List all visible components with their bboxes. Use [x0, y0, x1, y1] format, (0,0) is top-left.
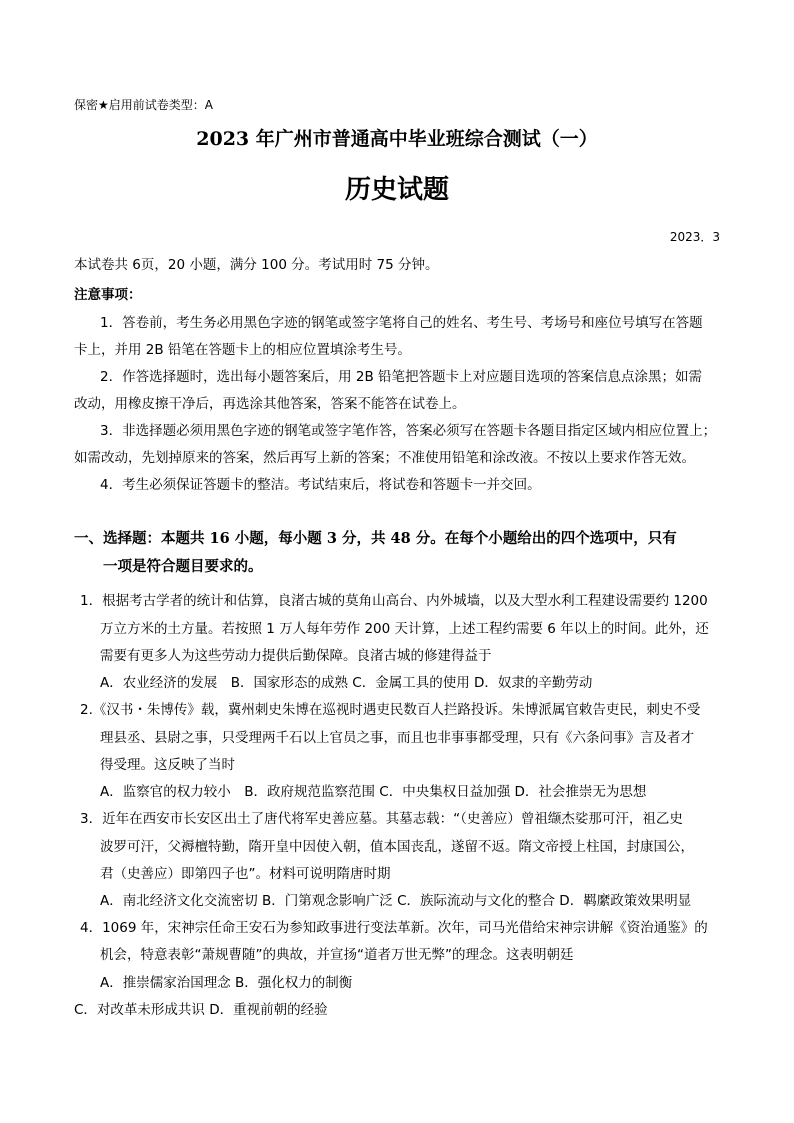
- question-4-options: A．推崇儒家治国理念 B．强化权力的制衡: [100, 975, 353, 991]
- question-2-options: A．监察官的权力较小 B．政府规范监察范围 C．中央集权日益加强 D．社会推崇无为思想: [100, 784, 647, 800]
- section-heading: 一项是符合题目要求的。: [103, 558, 263, 575]
- question-4-text: 机会，特意表彰“萧规曹随”的典故，并宣扬“道者万世无弊”的理念。这表明朝廷: [100, 947, 574, 963]
- question-2-text: 理县丞、县尉之事，只受理两千石以上官员之事，而且也非事事都受理，只有《六条问事》言及者才: [100, 730, 694, 746]
- question-3-text: 波罗可汗，父褥檀特勤，隋开皇中因使入朝，值本国丧乱，遂留不返。隋文帝授上柱国，封康国公，: [100, 839, 694, 855]
- notice-line: 改动，用橡皮擦干净后，再选涂其他答案，答案不能答在试卷上。: [74, 396, 466, 412]
- question-1-text: 1．根据考古学者的统计和估算，良渚古城的莫角山高台、内外城墙，以及大型水利工程建设需要约 1200: [80, 593, 708, 609]
- question-1-text: 万立方米的土方量。若按照 1 万人每年劳作 200 天计算，上述工程约需要 6 年以上的时间。此外，还: [100, 621, 709, 637]
- exam-title: 2023 年广州市普通高中毕业班综合测试（一）: [196, 128, 598, 150]
- intro-text: 本试卷共 6页，20 小题，满分 100 分。考试用时 75 分钟。: [74, 257, 439, 273]
- notice-line: 卡上，并用 2B 铅笔在答题卡上的相应位置填涂考生号。: [74, 342, 411, 358]
- notice-line: 3．非选择题必须用黑色字迹的钢笔或签字笔作答，答案必须写在答题卡各题目指定区域内相应位置上；: [100, 423, 717, 439]
- exam-date: 2023．3: [669, 230, 720, 244]
- question-1-options: A．农业经济的发展 B．国家形态的成熟 C．金属工具的使用 D．奴隶的辛勤劳动: [100, 675, 593, 691]
- question-3-text: 君（史善应）即第四子也”。材料可说明隋唐时期: [100, 866, 391, 882]
- notice-line: 2．作答选择题时，选出每小题答案后，用 2B 铅笔把答题卡上对应题目选项的答案信息点涂黑；如需: [100, 369, 703, 385]
- section-heading: 一、选择题：本题共 16 小题，每小题 3 分，共 48 分。在每个小题给出的四个选项中，只有: [74, 530, 677, 547]
- question-2-text: 2.《汉书・朱博传》载，冀州刺史朱博在巡视时遇吏民数百人拦路投诉。朱博派属官敕告吏民，刺史不受: [80, 702, 701, 718]
- question-4-text: 4．1069 年，宋神宗任命王安石为参知政事进行变法革新。次年，司马光借给宋神宗讲解《资治通鉴》的: [80, 920, 708, 936]
- notice-line: 1．答卷前，考生务必用黑色字迹的钢笔或签字笔将自己的姓名、考生号、考场号和座位号填写在答题: [100, 315, 703, 331]
- question-3-text: 3．近年在西安市长安区出土了唐代将军史善应墓。其墓志载：“（史善应）曾祖缬杰娑那可汗，祖乙史: [80, 811, 683, 827]
- question-3-options: A．南北经济文化交流密切 B．门第观念影响广泛 C．族际流动与文化的整合 D．羁縻政策效果明显: [100, 893, 692, 909]
- notice-line: 4．考生必须保证答题卡的整洁。考试结束后，将试卷和答题卡一并交回。: [100, 477, 541, 493]
- subject-title: 历史试题: [344, 175, 449, 205]
- question-2-text: 得受理。这反映了当时: [100, 757, 235, 773]
- question-4-options: C．对改革未形成共识 D．重视前朝的经验: [74, 1002, 328, 1018]
- notice-line: 如需改动，先划掉原来的答案，然后再写上新的答案；不准使用铅笔和涂改液。不按以上要求作答无效。: [74, 450, 695, 466]
- notice-heading: 注意事项：: [74, 287, 142, 303]
- question-1-text: 需要有更多人为这些劳动力提供后勤保障。良渚古城的修建得益于: [100, 648, 492, 664]
- secret-label: 保密★启用前试卷类型：A: [74, 98, 213, 112]
